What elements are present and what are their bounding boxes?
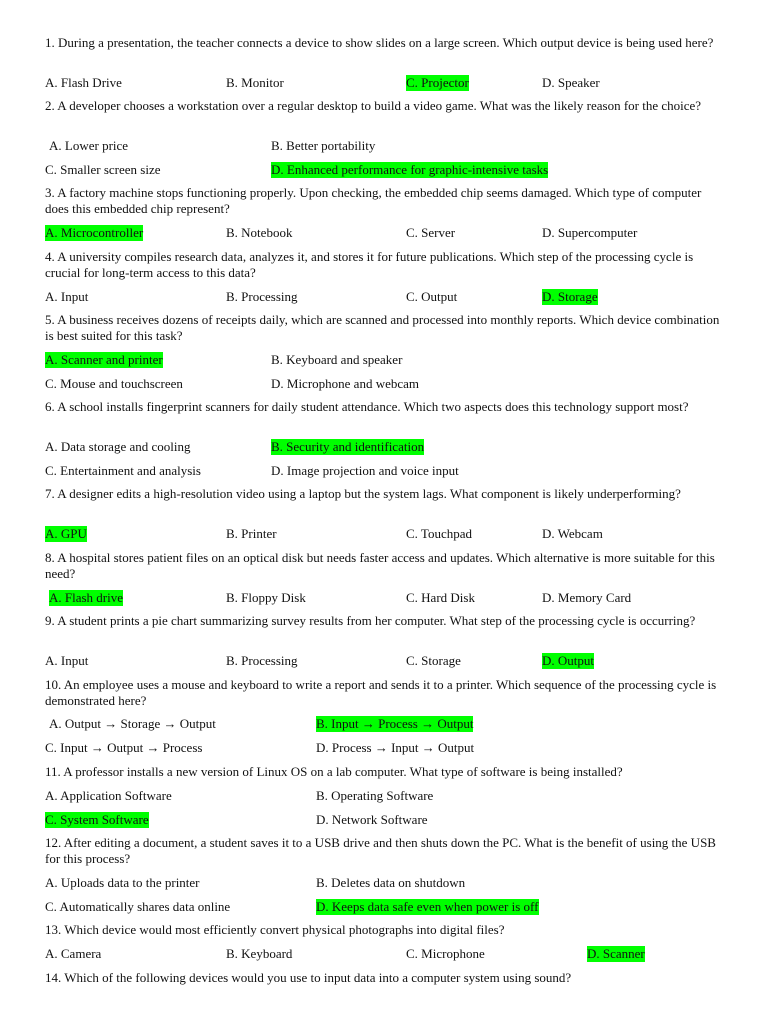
question-10-options-row [0, 740, 768, 756]
question-10-options-row [0, 716, 768, 732]
question-11-option-c: C. System Software [45, 812, 149, 827]
question-4: 4. A university compiles research data, analyzes it, and stores it for future publications. Which step of the processing cycle is crucial for long-term access to this data? [45, 249, 694, 280]
question-3-option-b: B. Notebook [226, 225, 293, 240]
question-2-option-c: C. Smaller screen size [45, 162, 161, 177]
question-8-option-b: B. Floppy Disk [226, 590, 306, 605]
question-3-options-row [0, 225, 768, 241]
question-4-option-d: D. Storage [542, 289, 598, 304]
question-2-option-b: B. Better portability [271, 138, 376, 153]
question-6-option-c: C. Entertainment and analysis [45, 463, 201, 478]
question-1-option-a: A. Flash Drive [45, 75, 122, 90]
question-9-options-row [0, 653, 768, 669]
question-8-options-row [0, 590, 768, 606]
question-2-option-d: D. Enhanced performance for graphic-intensive tasks [271, 162, 549, 177]
question-1-option-c: C. Projector [406, 75, 469, 90]
question-2-options-row [0, 162, 768, 178]
question-4-options-row [0, 289, 768, 305]
question-3-option-d: D. Supercomputer [542, 225, 638, 240]
question-4-option-b: B. Processing [226, 289, 298, 304]
question-9-option-a: A. Input [45, 653, 89, 668]
question-9: 9. A student prints a pie chart summarizing survey results from her computer. What step of the processing cycle is occurring? [45, 613, 696, 628]
question-8: 8. A hospital stores patient files on an optical disk but needs faster access and updates. Which alternative is more suitable for this need? [45, 550, 715, 581]
question-10-option-c: C. Input → Output → Process [45, 740, 203, 755]
question-6: 6. A school installs fingerprint scanners for daily student attendance. Which two aspects does this technology support most? [45, 399, 689, 414]
question-5-option-b: B. Keyboard and speaker [271, 352, 403, 367]
question-7-options-row [0, 526, 768, 542]
question-11-options-row [0, 812, 768, 828]
question-7-option-b: B. Printer [226, 526, 277, 541]
question-11-option-b: B. Operating Software [316, 788, 434, 803]
question-10-option-d: D. Process → Input → Output [316, 740, 475, 755]
question-11-option-d: D. Network Software [316, 812, 428, 827]
question-13-option-d: D. Scanner [587, 946, 645, 961]
question-2: 2. A developer chooses a workstation over a regular desktop to build a video game. What was the likely reason for the choice? [45, 98, 702, 113]
question-7-option-a: A. GPU [45, 526, 87, 541]
question-1-option-b: B. Monitor [226, 75, 284, 90]
question-5-options-row [0, 352, 768, 368]
question-11-option-a: A. Application Software [45, 788, 172, 803]
question-13-option-b: B. Keyboard [226, 946, 293, 961]
question-10: 10. An employee uses a mouse and keyboard to write a report and sends it to a printer. Which sequence of the processing cycle is demonstrated here? [45, 677, 717, 708]
question-5-option-c: C. Mouse and touchscreen [45, 376, 183, 391]
question-13-options-row [0, 946, 768, 962]
question-1-option-d: D. Speaker [542, 75, 600, 90]
question-11: 11. A professor installs a new version of Linux OS on a lab computer. What type of software is being installed? [45, 764, 623, 779]
question-8-option-a: A. Flash drive [49, 590, 124, 605]
question-4-option-a: A. Input [45, 289, 89, 304]
question-5-option-d: D. Microphone and webcam [271, 376, 420, 391]
question-9-option-b: B. Processing [226, 653, 298, 668]
question-12-option-c: C. Automatically shares data online [45, 899, 231, 914]
question-13-option-a: A. Camera [45, 946, 102, 961]
question-5-options-row [0, 376, 768, 392]
question-3-option-a: A. Microcontroller [45, 225, 144, 240]
question-7: 7. A designer edits a high-resolution video using a laptop but the system lags. What component is likely underperforming? [45, 486, 681, 501]
question-9-option-d: D. Output [542, 653, 594, 668]
question-10-option-b: B. Input → Process → Output [316, 716, 474, 731]
question-13-option-c: C. Microphone [406, 946, 485, 961]
question-4-option-c: C. Output [406, 289, 458, 304]
question-9-option-c: C. Storage [406, 653, 461, 668]
question-6-option-d: D. Image projection and voice input [271, 463, 459, 478]
question-3-option-c: C. Server [406, 225, 456, 240]
question-6-option-b: B. Security and identification [271, 439, 425, 454]
question-12-options-row [0, 899, 768, 915]
question-5-option-a: A. Scanner and printer [45, 352, 163, 367]
question-1-options-row [0, 75, 768, 91]
question-8-option-c: C. Hard Disk [406, 590, 475, 605]
question-13: 13. Which device would most efficiently convert physical photographs into digital files? [45, 922, 505, 937]
question-14: 14. Which of the following devices would you use to input data into a computer system using sound? [45, 970, 572, 985]
question-1: 1. During a presentation, the teacher connects a device to show slides on a large screen. Which output device is being used here? [45, 35, 714, 50]
question-12-options-row [0, 875, 768, 891]
question-6-options-row [0, 463, 768, 479]
question-12: 12. After editing a document, a student saves it to a USB drive and then shuts down the PC. What is the benefit of using the USB for this process? [45, 835, 716, 866]
question-2-option-a: A. Lower price [49, 138, 129, 153]
question-12-option-b: B. Deletes data on shutdown [316, 875, 466, 890]
question-5: 5. A business receives dozens of receipts daily, which are scanned and processed into monthly reports. Which device combination is best suited for this task? [45, 312, 720, 343]
question-12-option-a: A. Uploads data to the printer [45, 875, 200, 890]
question-12-option-d: D. Keeps data safe even when power is off [316, 899, 539, 914]
question-2-options-row [0, 138, 768, 154]
question-11-options-row [0, 788, 768, 804]
question-8-option-d: D. Memory Card [542, 590, 632, 605]
question-6-option-a: A. Data storage and cooling [45, 439, 191, 454]
question-6-options-row [0, 439, 768, 455]
question-7-option-d: D. Webcam [542, 526, 603, 541]
question-10-option-a: A. Output → Storage → Output [49, 716, 216, 731]
question-3: 3. A factory machine stops functioning properly. Upon checking, the embedded chip seems damaged. Which type of computer does this embedded chip represent? [45, 185, 702, 216]
question-7-option-c: C. Touchpad [406, 526, 473, 541]
